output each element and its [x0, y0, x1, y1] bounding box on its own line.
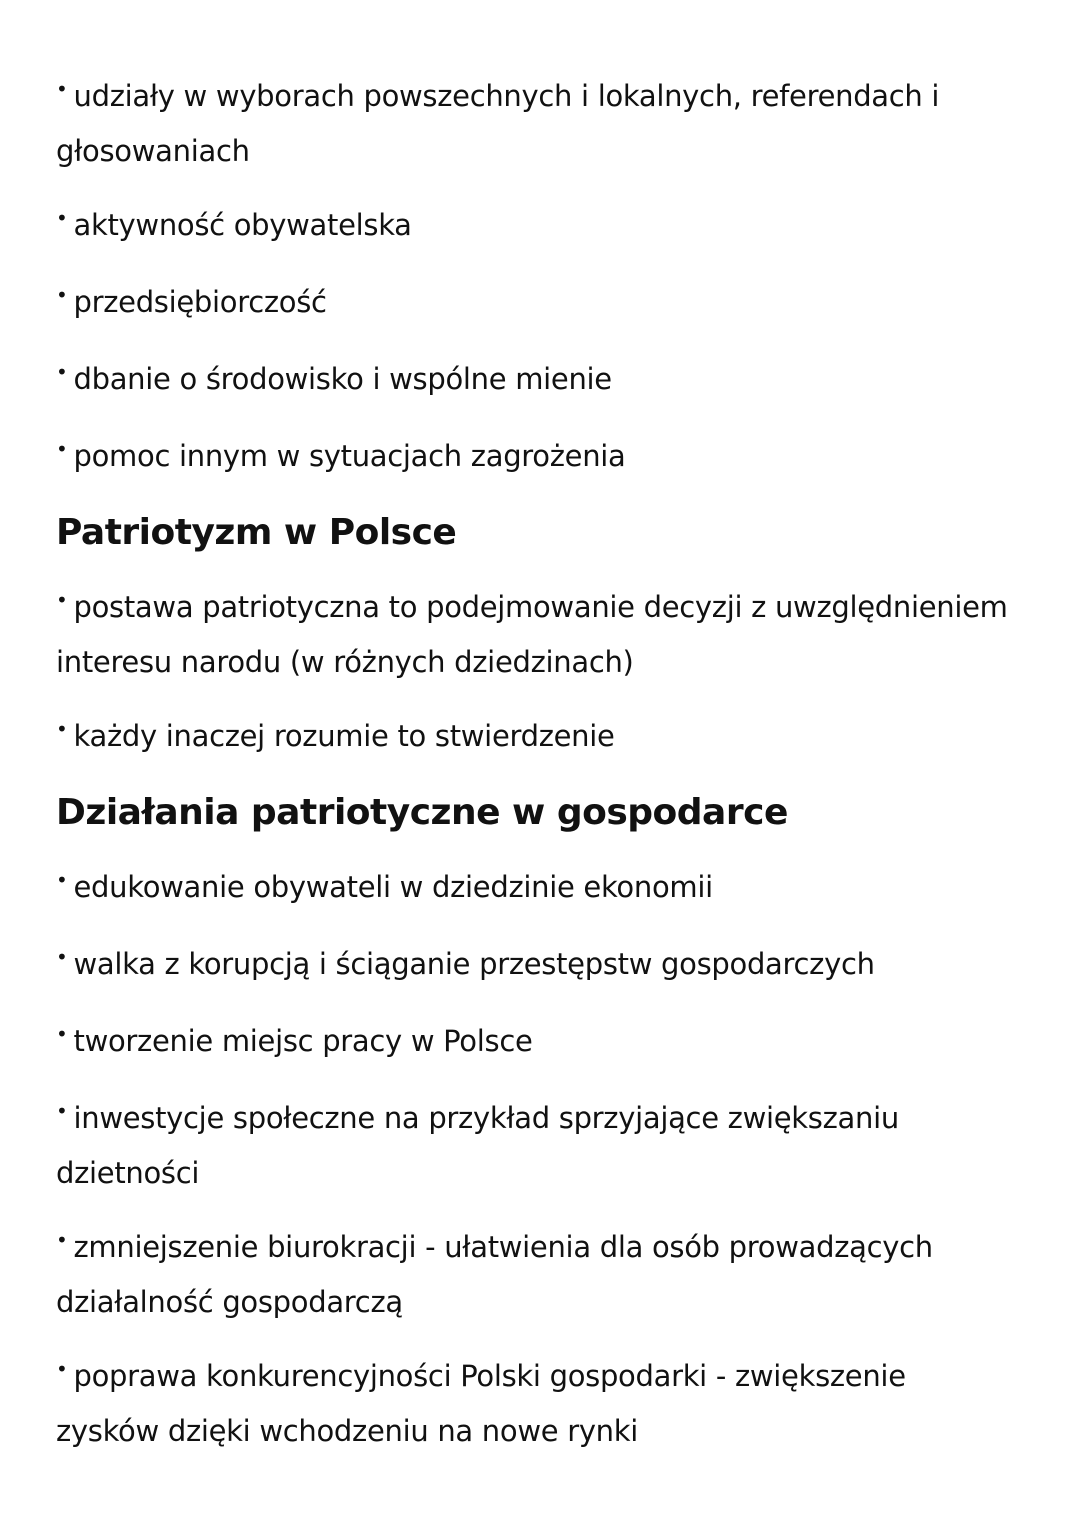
list-item [56, 710, 1016, 765]
list-item-text: pomoc innym w sytuacjach zagrożenia [73, 439, 626, 473]
list-item-text: każdy inaczej rozumie to stwierdzenie [73, 719, 615, 753]
bullet: • [56, 868, 68, 892]
list-item-text: tworzenie miejsc pracy w Polsce [73, 1024, 533, 1058]
list-item [56, 276, 1016, 331]
list-item-text: postawa patriotyczna to podejmowanie decyzji z uwzględnieniem interesu narodu (w różnych dziedzinach) [56, 590, 1008, 679]
list-item-text: edukowanie obywateli w dziedzinie ekonomii [73, 870, 713, 904]
bullet: • [56, 437, 68, 461]
list-item [56, 70, 1016, 177]
list-item-text: dbanie o środowisko i wspólne mienie [73, 362, 612, 396]
list-item-text: aktywność obywatelska [73, 208, 412, 242]
section-heading-economy: Działania patriotyczne w gospodarce [56, 792, 788, 833]
bullet: • [56, 206, 68, 230]
bullet: • [56, 945, 68, 969]
list-item [56, 581, 1016, 688]
bullet: • [56, 717, 68, 741]
list-item [56, 1221, 1016, 1328]
list-item [56, 430, 1016, 485]
section-heading-patriotism: Patriotyzm w Polsce [56, 512, 457, 553]
bullet: • [56, 77, 68, 101]
list-item [56, 1350, 1016, 1457]
list-item-text: udziały w wyborach powszechnych i lokalnych, referendach i głosowaniach [56, 79, 940, 168]
list-item [56, 861, 1016, 916]
document-page [56, 70, 1016, 1479]
bullet: • [56, 283, 68, 307]
bullet: • [56, 360, 68, 384]
list-item-text: walka z korupcją i ściąganie przestępstw gospodarczych [73, 947, 875, 981]
list-item [56, 1015, 1016, 1070]
list-item-text: inwestycje społeczne na przykład sprzyjające zwiększaniu dzietności [56, 1101, 899, 1190]
bullet: • [56, 1357, 68, 1381]
list-item [56, 1092, 1016, 1199]
list-item [56, 353, 1016, 408]
list-item-text: zmniejszenie biurokracji - ułatwienia dla osób prowadzących działalność gospodarczą [56, 1230, 933, 1319]
list-item-text: poprawa konkurencyjności Polski gospodarki - zwiększenie zysków dzięki wchodzeniu na nowe rynki [56, 1359, 906, 1448]
bullet: • [56, 1228, 68, 1252]
bullet: • [56, 1099, 68, 1123]
list-item-text: przedsiębiorczość [73, 285, 327, 319]
list-item [56, 199, 1016, 254]
bullet: • [56, 1022, 68, 1046]
bullet: • [56, 588, 68, 612]
list-item [56, 938, 1016, 993]
